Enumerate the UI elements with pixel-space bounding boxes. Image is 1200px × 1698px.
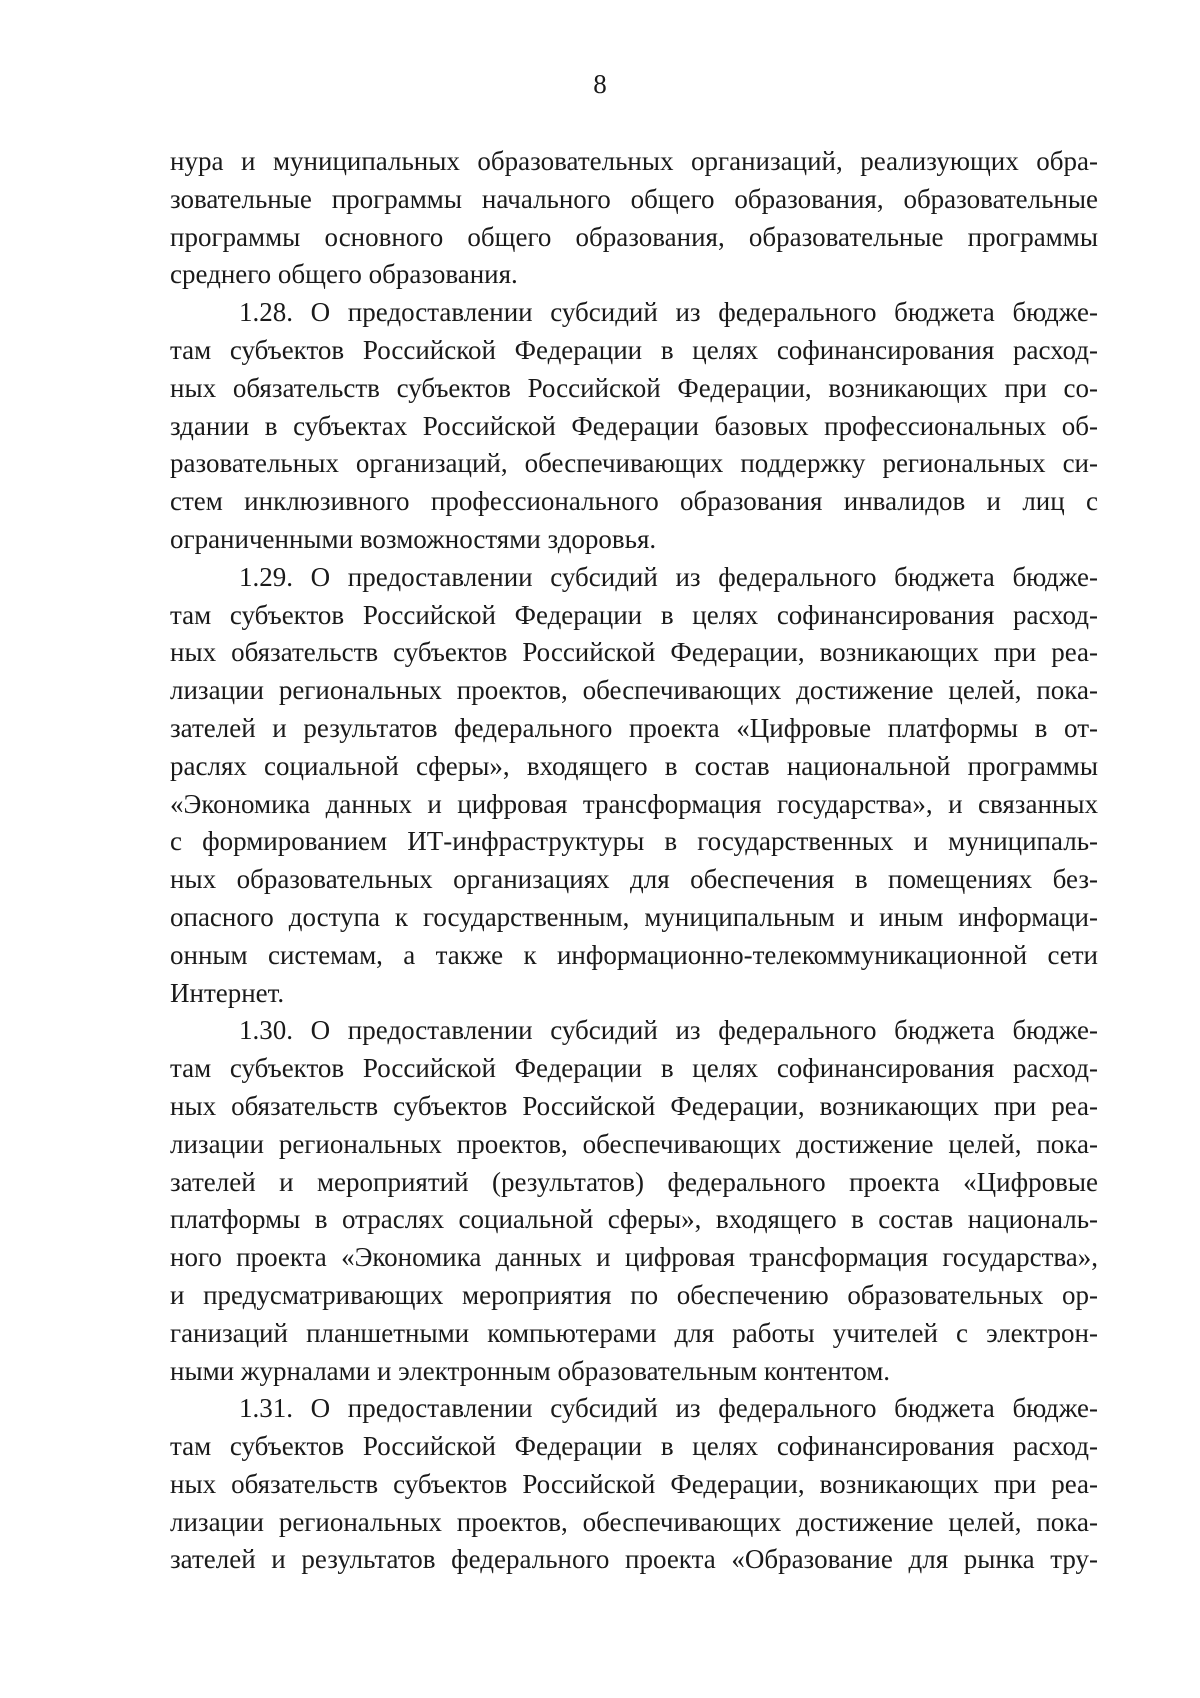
text-line: 1.30. О предоставлении субсидий из федерального бюджета бюдже- [239,1015,1098,1046]
text-line: Интернет. [170,977,285,1008]
paragraph-1-30 [170,1012,1098,1390]
text-line: разовательных организаций, обеспечивающих поддержку региональных си- [170,448,1098,479]
text-line: с формированием ИТ-инфраструктуры в государственных и муниципаль- [170,826,1098,857]
text-line: 1.31. О предоставлении субсидий из федерального бюджета бюдже- [239,1393,1098,1424]
paragraph-1-31 [170,1390,1098,1579]
text-line: «Экономика данных и цифровая трансформация государства», и связанных [170,788,1098,819]
text-line: ных обязательств субъектов Российской Федерации, возникающих при реа- [170,1468,1098,1499]
text-line: и предусматривающих мероприятия по обеспечению образовательных ор- [170,1279,1098,1310]
text-line: там субъектов Российской Федерации в целях софинансирования расход- [170,1431,1098,1462]
text-line: лизации региональных проектов, обеспечивающих достижение целей, пока- [170,675,1098,706]
text-line: там субъектов Российской Федерации в целях софинансирования расход- [170,1053,1098,1084]
text-line: ного проекта «Экономика данных и цифровая трансформация государства», [170,1242,1098,1273]
paragraph-1-29 [170,559,1098,1013]
text-line: ных обязательств субъектов Российской Федерации, возникающих при со- [170,372,1098,403]
paragraph-1-28 [170,294,1098,559]
text-line: зателей и результатов федерального проекта «Образование для рынка тру- [170,1544,1098,1575]
text-line: онным системам, а также к информационно-телекоммуникационной сети [170,939,1098,970]
text-line: зовательные программы начального общего образования, образовательные [170,183,1098,214]
text-line: ных обязательств субъектов Российской Федерации, возникающих при реа- [170,1090,1098,1121]
text-line: стем инклюзивного профессионального образования инвалидов и лиц с [170,486,1098,517]
text-line: лизации региональных проектов, обеспечивающих достижение целей, пока- [170,1128,1098,1159]
page-number: 8 [593,69,607,99]
text-line: ганизаций планшетными компьютерами для работы учителей с электрон- [170,1317,1098,1348]
text-line: зателей и результатов федерального проекта «Цифровые платформы в от- [170,712,1098,743]
text-line: ных образовательных организациях для обеспечения в помещениях без- [170,864,1098,895]
text-line: ограниченными возможностями здоровья. [170,523,657,554]
text-line: 1.28. О предоставлении субсидий из федерального бюджета бюдже- [239,297,1098,328]
text-line: зателей и мероприятий (результатов) федерального проекта «Цифровые [170,1166,1098,1197]
document-body [170,143,1098,1579]
text-line: 1.29. О предоставлении субсидий из федерального бюджета бюдже- [239,561,1098,592]
text-line: там субъектов Российской Федерации в целях софинансирования расход- [170,599,1098,630]
text-line: нура и муниципальных образовательных организаций, реализующих обра- [170,146,1098,176]
text-line: среднего общего образования. [170,259,518,290]
text-line: ными журналами и электронным образовательным контентом. [170,1355,891,1386]
text-line: платформы в отраслях социальной сферы», входящего в состав националь- [170,1204,1098,1235]
text-line: там субъектов Российской Федерации в целях софинансирования расход- [170,334,1098,365]
text-line: лизации региональных проектов, обеспечивающих достижение целей, пока- [170,1506,1098,1537]
text-line: раслях социальной сферы», входящего в состав национальной программы [170,750,1098,781]
paragraph-continuation [170,143,1098,294]
text-line: программы основного общего образования, образовательные программы [170,221,1098,252]
text-line: здании в субъектах Российской Федерации базовых профессиональных об- [170,410,1098,441]
text-line: ных обязательств субъектов Российской Федерации, возникающих при реа- [170,637,1098,668]
text-line: опасного доступа к государственным, муниципальным и иным информаци- [170,901,1098,932]
